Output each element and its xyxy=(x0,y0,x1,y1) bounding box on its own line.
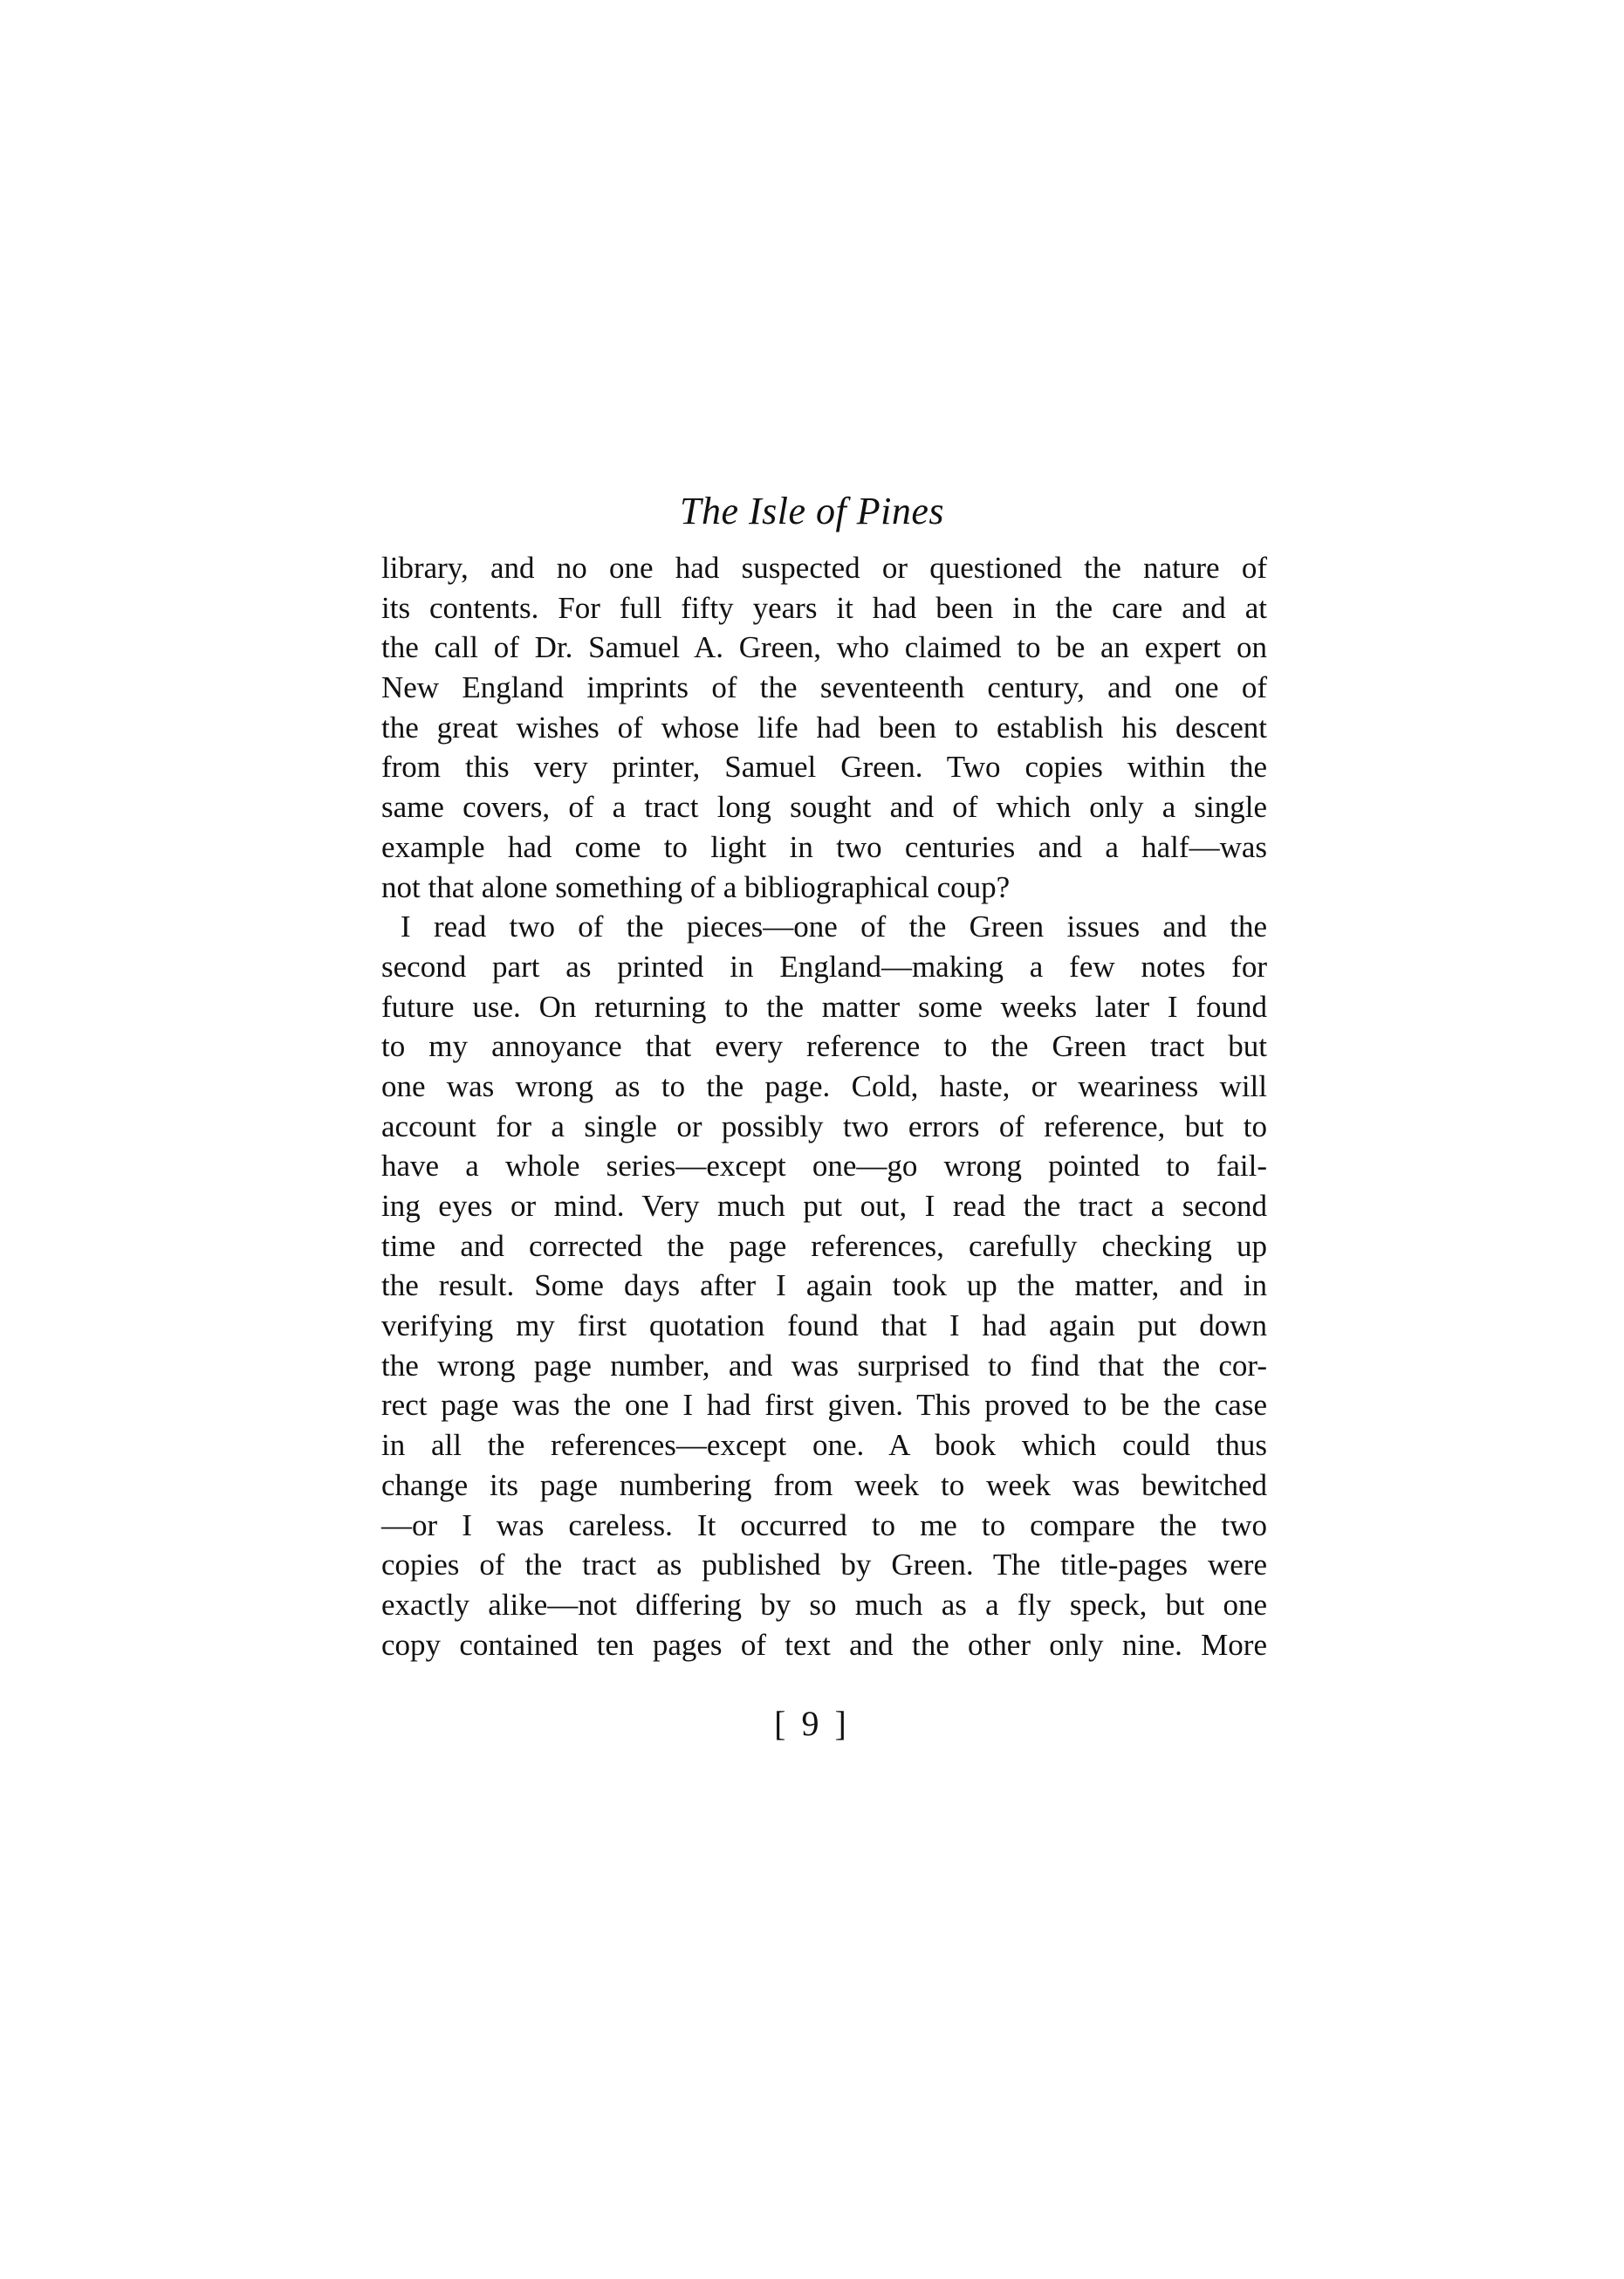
text-line: future use. On returning to the matter some weeks later I found xyxy=(381,989,1267,1024)
text-line: have a whole series—except one—go wrong pointed to fail- xyxy=(381,1149,1267,1184)
text-line: second part as printed in England—making a few notes for xyxy=(381,949,1267,984)
text-line: ing eyes or mind. Very much put out, I read the tract a second xyxy=(381,1189,1267,1223)
text-line: example had come to light in two centuries and a half—was xyxy=(381,829,1267,864)
text-line: library, and no one had suspected or questioned the nature of xyxy=(381,551,1267,585)
text-line: account for a single or possibly two errors of reference, but to xyxy=(381,1109,1267,1143)
text-line: one was wrong as to the page. Cold, haste, or weariness will xyxy=(381,1068,1267,1103)
text-line: time and corrected the page references, carefully checking up xyxy=(381,1228,1267,1263)
text-line: not that alone something of a bibliographical coup? xyxy=(381,869,1011,904)
text-line: rect page was the one I had first given. This proved to be the case xyxy=(381,1388,1267,1423)
text-line: the call of Dr. Samuel A. Green, who claimed to be an expert on xyxy=(381,630,1267,665)
text-line: I read two of the pieces—one of the Green issues and the xyxy=(401,910,1267,944)
text-line: its contents. For full fifty years it had been in the care and at xyxy=(381,590,1267,625)
text-line: —or I was careless. It occurred to me to compare the two xyxy=(381,1507,1267,1542)
text-line: change its page numbering from week to week was bewitched xyxy=(381,1467,1267,1502)
running-head: The Isle of Pines xyxy=(679,490,944,532)
text-line: to my annoyance that every reference to the Green tract but xyxy=(381,1029,1267,1064)
text-line: verifying my first quotation found that I had again put down xyxy=(381,1308,1267,1343)
text-line: New England imprints of the seventeenth century, and one of xyxy=(381,670,1267,705)
page-number: [ 9 ] xyxy=(774,1704,850,1743)
text-line: the great wishes of whose life had been to establish his descent xyxy=(381,710,1267,745)
text-line: same covers, of a tract long sought and of which only a single xyxy=(381,790,1267,825)
text-line: the result. Some days after I again took up the matter, and in xyxy=(381,1268,1267,1303)
text-line: in all the references—except one. A book which could thus xyxy=(381,1428,1267,1463)
text-line: copy contained ten pages of text and the other only nine. More xyxy=(381,1627,1267,1662)
text-line: copies of the tract as published by Green. The title-pages were xyxy=(381,1548,1267,1582)
text-line: the wrong page number, and was surprised to find that the cor- xyxy=(381,1348,1267,1383)
body-text xyxy=(381,548,1267,1665)
text-line: from this very printer, Samuel Green. Two copies within the xyxy=(381,750,1267,785)
text-line: exactly alike—not differing by so much as a fly speck, but one xyxy=(381,1587,1267,1622)
